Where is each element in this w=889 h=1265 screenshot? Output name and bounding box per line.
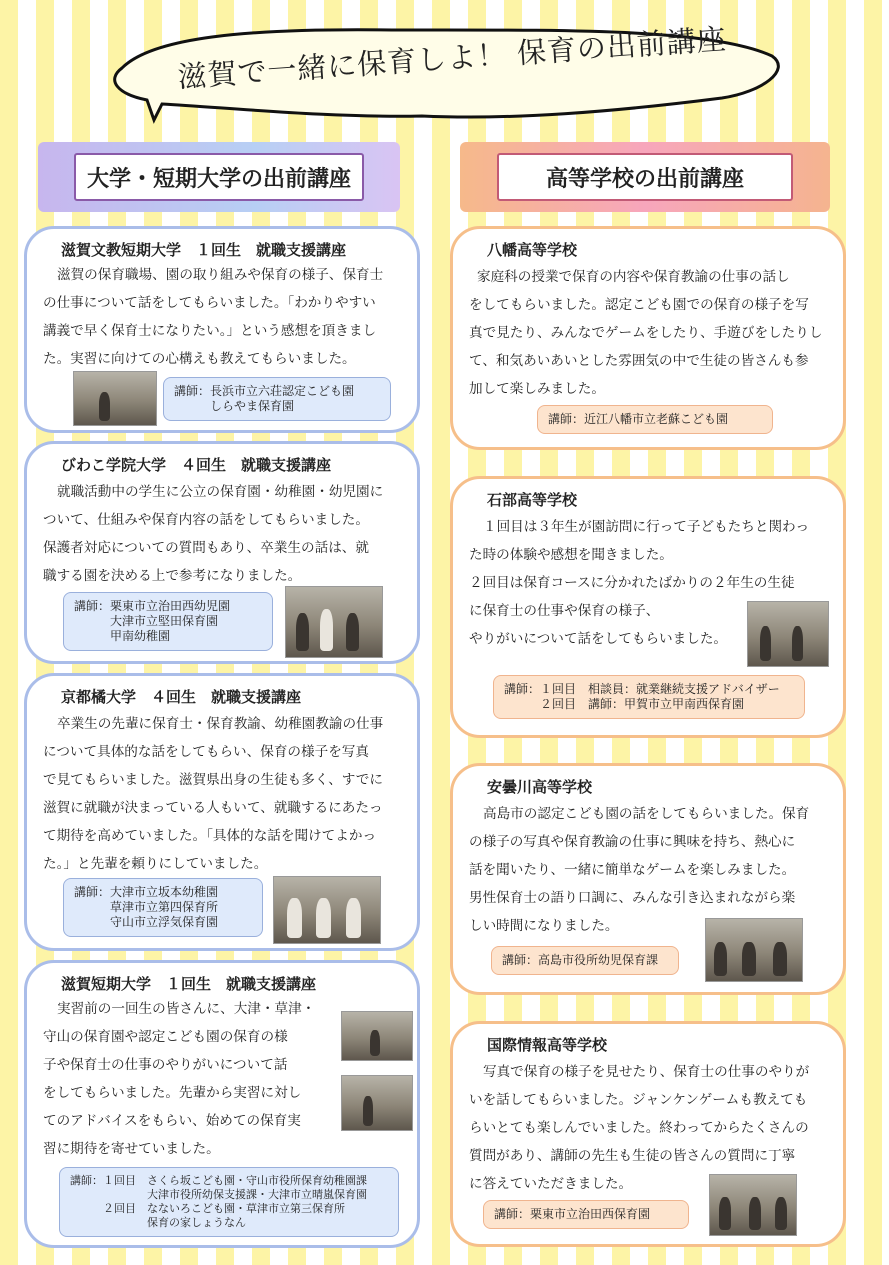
card-shiga-bunkyo <box>24 226 420 433</box>
card-title: 安曇川高等学校 <box>487 778 593 796</box>
card-body <box>43 261 413 373</box>
lecture-photo <box>285 586 383 658</box>
card-title: 滋賀短期大学 １回生 就職支援講座 <box>61 975 317 993</box>
card-hachiman <box>450 226 846 450</box>
lecture-photo <box>273 876 381 944</box>
card-title: びわこ学院大学 ４回生 就職支援講座 <box>61 456 332 474</box>
body-line: 守山の保育園や認定こども園の保育の様 <box>43 1029 288 1045</box>
card-body <box>469 263 841 403</box>
body-line: 真で見たり、みんなでゲームをしたり、手遊びをしたりし <box>469 325 823 341</box>
body-line: ２回目は保育コースに分かれたばかりの２年生の生徒 <box>469 575 795 591</box>
card-body <box>43 995 363 1163</box>
card-title: 京都橘大学 ４回生 就職支援講座 <box>61 688 302 706</box>
body-line: 男性保育士の語り口調に、みんな引き込まれながら楽 <box>469 890 796 906</box>
body-line: てのアドバイスをもらい、始めての保育実 <box>43 1113 301 1129</box>
body-line: 実習前の一回生の皆さんに、大津・草津・ <box>57 1001 316 1017</box>
lecturer-box: 講師：１回目 さくら坂こども園・守山市役所保育幼稚園課 大津市役所幼保支援課・大津市立晴嵐保育園 ２回目 なないろこども園・草津市立第三保育所 保育の家しょうなん <box>59 1167 399 1237</box>
body-line: 講義で早く保育士になりたい。」という感想を頂きまし <box>43 323 377 339</box>
body-line: 写真で保育の様子を見せたり、保育士の仕事のやりが <box>483 1064 810 1080</box>
page-title: 滋賀で一緒に保育しよ！ 保育の出前講座 <box>176 21 728 95</box>
card-biwako-gakuin <box>24 441 420 664</box>
body-line: 職する園を決める上で参考になりました。 <box>43 568 302 584</box>
body-line: 質問があり、講師の先生も生徒の皆さんの質問に丁寧 <box>469 1148 796 1164</box>
lecture-photo <box>341 1075 413 1131</box>
body-line: １回目は３年生が園訪問に行って子どもたちと関わっ <box>483 519 810 535</box>
body-line: 子や保育士の仕事のやりがいについて話 <box>43 1057 288 1073</box>
lecture-photo <box>747 601 829 667</box>
body-line: 滋賀の保育職場、園の取り組みや保育の様子、保育士 <box>57 267 384 283</box>
title-banner <box>92 8 792 126</box>
card-title: 八幡高等学校 <box>487 241 578 259</box>
body-line: をしてもらいました。先輩から実習に対し <box>43 1085 302 1101</box>
body-line: 話を聞いたり、一緒に簡単なゲームを楽しみました。 <box>469 862 796 878</box>
lecturer-box: 講師：栗東市立治田西保育園 <box>483 1200 689 1229</box>
lecture-photo <box>709 1174 797 1236</box>
lecture-photo <box>73 371 157 426</box>
body-line: 家庭科の授業で保育の内容や保育教諭の仕事の話し <box>477 269 790 285</box>
body-line: に保育士の仕事や保育の様子、 <box>469 603 660 619</box>
body-line: 就職活動中の学生に公立の保育園・幼稚園・幼児園に <box>57 484 384 500</box>
lecturer-box: 講師：大津市立坂本幼稚園 草津市立第四保育所 守山市立浮気保育園 <box>63 878 263 937</box>
card-title: 石部高等学校 <box>487 491 578 509</box>
card-title: 滋賀文教短期大学 １回生 就職支援講座 <box>61 241 347 259</box>
card-adogawa <box>450 763 846 995</box>
body-line: の仕事について話をしてもらいました。「わかりやすい <box>43 295 376 311</box>
body-line: た。実習に向けての心構えも教えてもらいました。 <box>43 351 356 367</box>
card-ishibe <box>450 476 846 738</box>
card-kokusai-joho <box>450 1021 846 1247</box>
body-line: をしてもらいました。認定こども園での保育の様子を写 <box>469 297 809 313</box>
section-heading-university-label: 大学・短期大学の出前講座 <box>74 153 364 201</box>
card-kyoto-tachibana <box>24 673 420 951</box>
body-line: 卒業生の先輩に保育士・保育教諭、幼稚園教諭の仕事 <box>57 716 384 732</box>
body-line: 保護者対応についての質問もあり、卒業生の話は、就 <box>43 540 369 556</box>
body-line: 加して楽しみました。 <box>469 381 605 397</box>
section-heading-highschool <box>460 142 830 212</box>
body-line: やりがいについて話をしてもらいました。 <box>469 631 728 647</box>
lecture-photo <box>341 1011 413 1061</box>
body-line: で見てもらいました。滋賀県出身の生徒も多く、すでに <box>43 772 383 788</box>
card-title: 国際情報高等学校 <box>487 1036 608 1054</box>
body-line: た時の体験や感想を聞きました。 <box>469 547 673 563</box>
body-line: 滋賀に就職が決まっている人もいて、就職するにあたっ <box>43 800 383 816</box>
card-body <box>43 478 413 590</box>
body-line: いを話してもらいました。ジャンケンゲームも教えても <box>469 1092 808 1108</box>
lecturer-box: 講師：高島市役所幼児保育課 <box>491 946 679 975</box>
body-line: て期待を高めていました。「具体的な話を聞けてよかっ <box>43 828 377 844</box>
body-line: て、和気あいあいとした雰囲気の中で生徒の皆さんも参 <box>469 353 809 369</box>
body-line: ついて、仕組みや保育内容の話をしてもらいました。 <box>43 512 369 528</box>
body-line: 習に期待を寄せていました。 <box>43 1141 220 1157</box>
lecture-photo <box>705 918 803 982</box>
body-line: の様子の写真や保育教諭の仕事に興味を持ち、熱心に <box>469 834 796 850</box>
body-line: らいとても楽しんでいました。終わってからたくさんの <box>469 1120 809 1136</box>
body-line: 高島市の認定こども園の話をしてもらいました。保育 <box>483 806 810 822</box>
card-body <box>43 710 413 878</box>
body-line: た。」と先輩を頼りにしていました。 <box>43 856 268 872</box>
body-line: について具体的な話をしてもらい、保育の様子を写真 <box>43 744 369 760</box>
lecturer-box: 講師：近江八幡市立老蘇こども園 <box>537 405 773 434</box>
section-heading-university <box>38 142 400 212</box>
lecturer-box: 講師：栗東市立治田西幼児園 大津市立堅田保育園 甲南幼稚園 <box>63 592 273 651</box>
lecturer-box: 講師：１回目 相談員：就業継続支援アドバイザー ２回目 講師：甲賀市立甲南西保育園 <box>493 675 805 719</box>
section-heading-highschool-label: 高等学校の出前講座 <box>497 153 793 201</box>
body-line: しい時間になりました。 <box>469 918 619 934</box>
lecturer-box: 講師：長浜市立六荘認定こども園 しらやま保育園 <box>163 377 391 421</box>
body-line: に答えていただきました。 <box>469 1176 633 1192</box>
card-shiga-tandai <box>24 960 420 1248</box>
